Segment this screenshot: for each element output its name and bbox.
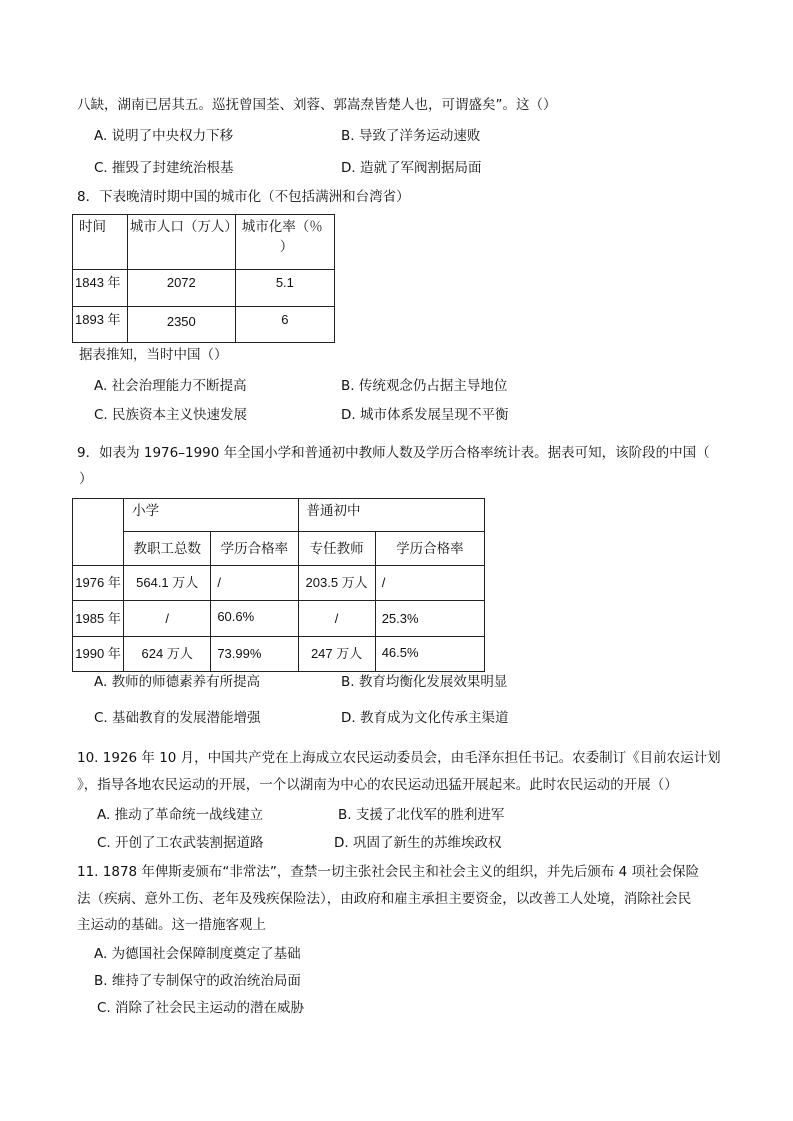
q10-stem-line1: 10. 1926 年 10 月，中国共产党在上海成立农民运动委员会，由毛泽东担任书记。农委制订《目前农运计划 (77, 750, 721, 766)
q9-row3-year: 1990 年 (73, 637, 124, 672)
table-row (73, 307, 335, 343)
q9-row2-year: 1985 年 (73, 601, 124, 637)
q9-row1-primary-staff: 564.1 万人 (124, 566, 211, 601)
q9-row3-middle-rate: 46.5% (375, 637, 484, 672)
q9-stem-line2: ） (79, 471, 93, 487)
q9-subheader-primary-rate: 学历合格率 (211, 532, 298, 566)
q7-option-a: A. 说明了中央权力下移 (94, 128, 234, 144)
table-row (73, 566, 485, 601)
q8-question: 据表推知，当时中国（） (79, 347, 228, 363)
q11-stem-line2: 法（疾病、意外工伤、老年及残疾保险法），由政府和雇主承担主要资金，以改善工人处境，消除社会民 (77, 891, 692, 907)
q8-option-d: D. 城市体系发展呈现不平衡 (341, 407, 509, 423)
q9-row3-primary-staff: 624 万人 (124, 637, 211, 672)
q7-option-c: C. 摧毁了封建统治根基 (94, 160, 234, 176)
q8-option-b: B. 传统观念仍占据主导地位 (341, 378, 508, 394)
q8-header-rate-line2: ） (279, 239, 294, 255)
q10-option-d: D. 巩固了新生的苏维埃政权 (334, 835, 502, 851)
q9-row1-middle-rate: / (375, 566, 484, 601)
q7-option-d: D. 造就了军阀割据局面 (341, 160, 482, 176)
q8-header-rate (235, 215, 334, 270)
q9-subheader-middle-teachers: 专任教师 (298, 532, 375, 566)
q9-option-d: D. 教育成为文化传承主渠道 (341, 710, 509, 726)
q8-row2-year: 1893 年 (73, 307, 128, 343)
q8-table (72, 214, 335, 343)
q10-option-c: C. 开创了工农武装割据道路 (97, 835, 264, 851)
q7-stem-tail: 八缺，湖南已居其五。巡抚曾国荃、刘蓉、郭嵩焘皆楚人也，可谓盛矣”。这（） (77, 97, 557, 113)
q9-row3-middle-teachers: 247 万人 (298, 637, 375, 672)
q8-header-time: 时间 (73, 215, 128, 270)
table-row (73, 601, 485, 637)
q11-option-b: B. 维持了专制保守的政治统治局面 (94, 973, 301, 989)
q11-option-a: A. 为德国社会保障制度奠定了基础 (94, 946, 301, 962)
q9-row2-primary-staff: / (124, 601, 211, 637)
table-row (73, 637, 485, 672)
q10-stem-line2: 》，指导各地农民运动的开展，一个以湖南为中心的农民运动迅猛开展起来。此时农民运动的开展（） (77, 777, 678, 793)
q8-row2-population: 2350 (127, 307, 235, 343)
q9-row1-primary-rate: / (211, 566, 298, 601)
q9-table (72, 498, 485, 672)
q11-stem-line3: 主运动的基础。这一措施客观上 (77, 917, 266, 933)
q9-subheader-primary-staff: 教职工总数 (124, 532, 211, 566)
q9-option-a: A. 教师的师德素养有所提高 (94, 674, 261, 690)
q8-option-a: A. 社会治理能力不断提高 (94, 378, 247, 394)
q9-option-c: C. 基础教育的发展潜能增强 (94, 710, 261, 726)
q9-row2-middle-rate: 25.3% (375, 601, 484, 637)
q9-row2-middle-teachers: / (298, 601, 375, 637)
q8-stem: 8．下表晚清时期中国的城市化（不包括满洲和台湾省） (77, 189, 410, 205)
q9-subheader-middle-rate: 学历合格率 (375, 532, 484, 566)
table-row (73, 270, 335, 307)
q9-group-middle: 普通初中 (298, 499, 484, 532)
q8-option-c: C. 民族资本主义快速发展 (94, 407, 248, 423)
q8-row1-rate: 5.1 (235, 270, 334, 307)
q10-option-b: B. 支援了北伐军的胜利进军 (338, 807, 505, 823)
q8-row1-population: 2072 (127, 270, 235, 307)
q9-option-b: B. 教育均衡化发展效果明显 (341, 674, 508, 690)
q11-stem-line1: 11. 1878 年俾斯麦颁布“非常法”，查禁一切主张社会民主和社会主义的组织，并先后颁布 4 项社会保险 (77, 864, 700, 880)
q9-row1-year: 1976 年 (73, 566, 124, 601)
q8-row2-rate: 6 (235, 307, 334, 343)
q10-option-a: A. 推动了革命统一战线建立 (97, 807, 264, 823)
q8-row1-year: 1843 年 (73, 270, 128, 307)
q9-row3-primary-rate: 73.99% (211, 637, 298, 672)
q8-header-population: 城市人口（万人） (127, 215, 235, 270)
q9-group-primary: 小学 (124, 499, 298, 532)
q8-header-rate-line1: 城市化率（％ (241, 219, 323, 235)
q9-stem-line1: 9．如表为 1976–1990 年全国小学和普通初中教师人数及学历合格率统计表。据表可知，该阶段的中国（ (77, 445, 710, 461)
q9-table-corner (73, 499, 124, 566)
q9-row1-middle-teachers: 203.5 万人 (298, 566, 375, 601)
q9-row2-primary-rate: 60.6% (211, 601, 298, 637)
q11-option-c: C. 消除了社会民主运动的潜在威胁 (97, 1000, 305, 1016)
q7-option-b: B. 导致了洋务运动速败 (341, 128, 481, 144)
